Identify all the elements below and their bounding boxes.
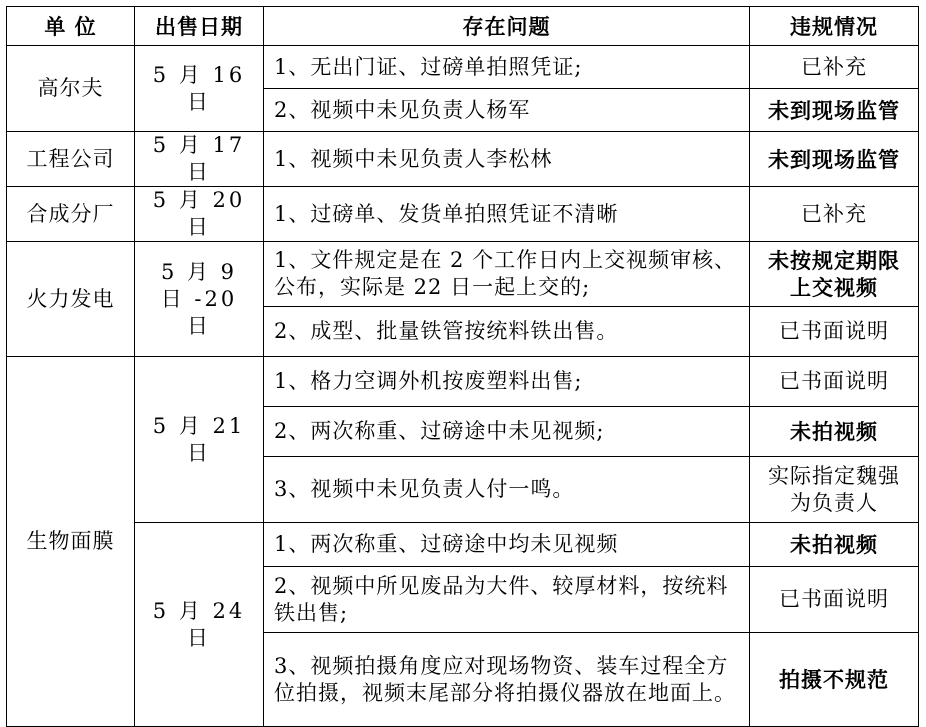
problem-cell: 2、视频中未见负责人杨军 xyxy=(264,89,750,132)
header-unit: 单 位 xyxy=(7,7,135,46)
date-cell: 5 月 21 日 xyxy=(135,357,264,523)
unit-cell: 高尔夫 xyxy=(7,46,135,132)
unit-cell: 生物面膜 xyxy=(7,357,135,727)
table-row xyxy=(7,187,919,242)
table-row xyxy=(7,523,919,567)
date-cell: 5 月 9 日 -20 日 xyxy=(135,242,264,357)
problem-cell: 1、文件规定是在 2 个工作日内上交视频审核、公布，实际是 22 日一起上交的; xyxy=(264,242,750,307)
violation-cell: 已补充 xyxy=(750,46,919,89)
violation-cell: 实际指定魏强为负责人 xyxy=(750,457,919,523)
header-date: 出售日期 xyxy=(135,7,264,46)
problem-cell: 2、视频中所见废品为大件、较厚材料，按统料铁出售; xyxy=(264,567,750,633)
date-cell: 5 月 20 日 xyxy=(135,187,264,242)
header-problem: 存在问题 xyxy=(264,7,750,46)
table-row xyxy=(7,357,919,407)
table-row xyxy=(7,242,919,307)
header-violation: 违规情况 xyxy=(750,7,919,46)
table-row xyxy=(7,46,919,89)
inspection-table xyxy=(6,6,919,727)
date-cell: 5 月 24 日 xyxy=(135,523,264,727)
violation-cell: 未按规定期限上交视频 xyxy=(750,242,919,307)
problem-cell: 2、成型、批量铁管按统料铁出售。 xyxy=(264,307,750,357)
violation-cell: 拍摄不规范 xyxy=(750,633,919,727)
problem-cell: 1、格力空调外机按废塑料出售; xyxy=(264,357,750,407)
violation-cell: 已补充 xyxy=(750,187,919,242)
violation-cell: 未拍视频 xyxy=(750,407,919,457)
problem-cell: 1、视频中未见负责人李松林 xyxy=(264,132,750,187)
unit-cell: 火力发电 xyxy=(7,242,135,357)
unit-cell: 合成分厂 xyxy=(7,187,135,242)
problem-cell: 2、两次称重、过磅途中未见视频; xyxy=(264,407,750,457)
problem-cell: 1、两次称重、过磅途中均未见视频 xyxy=(264,523,750,567)
date-cell: 5 月 16 日 xyxy=(135,46,264,132)
problem-cell: 1、无出门证、过磅单拍照凭证; xyxy=(264,46,750,89)
problem-cell: 3、视频拍摄角度应对现场物资、装车过程全方位拍摄，视频末尾部分将拍摄仪器放在地面上。 xyxy=(264,633,750,727)
violation-cell: 已书面说明 xyxy=(750,357,919,407)
violation-cell: 已书面说明 xyxy=(750,307,919,357)
date-cell: 5 月 17 日 xyxy=(135,132,264,187)
header-row xyxy=(7,7,919,46)
violation-cell: 未到现场监管 xyxy=(750,132,919,187)
violation-cell: 已书面说明 xyxy=(750,567,919,633)
problem-cell: 1、过磅单、发货单拍照凭证不清晰 xyxy=(264,187,750,242)
unit-cell: 工程公司 xyxy=(7,132,135,187)
violation-cell: 未到现场监管 xyxy=(750,89,919,132)
table-row xyxy=(7,132,919,187)
violation-cell: 未拍视频 xyxy=(750,523,919,567)
problem-cell: 3、视频中未见负责人付一鸣。 xyxy=(264,457,750,523)
